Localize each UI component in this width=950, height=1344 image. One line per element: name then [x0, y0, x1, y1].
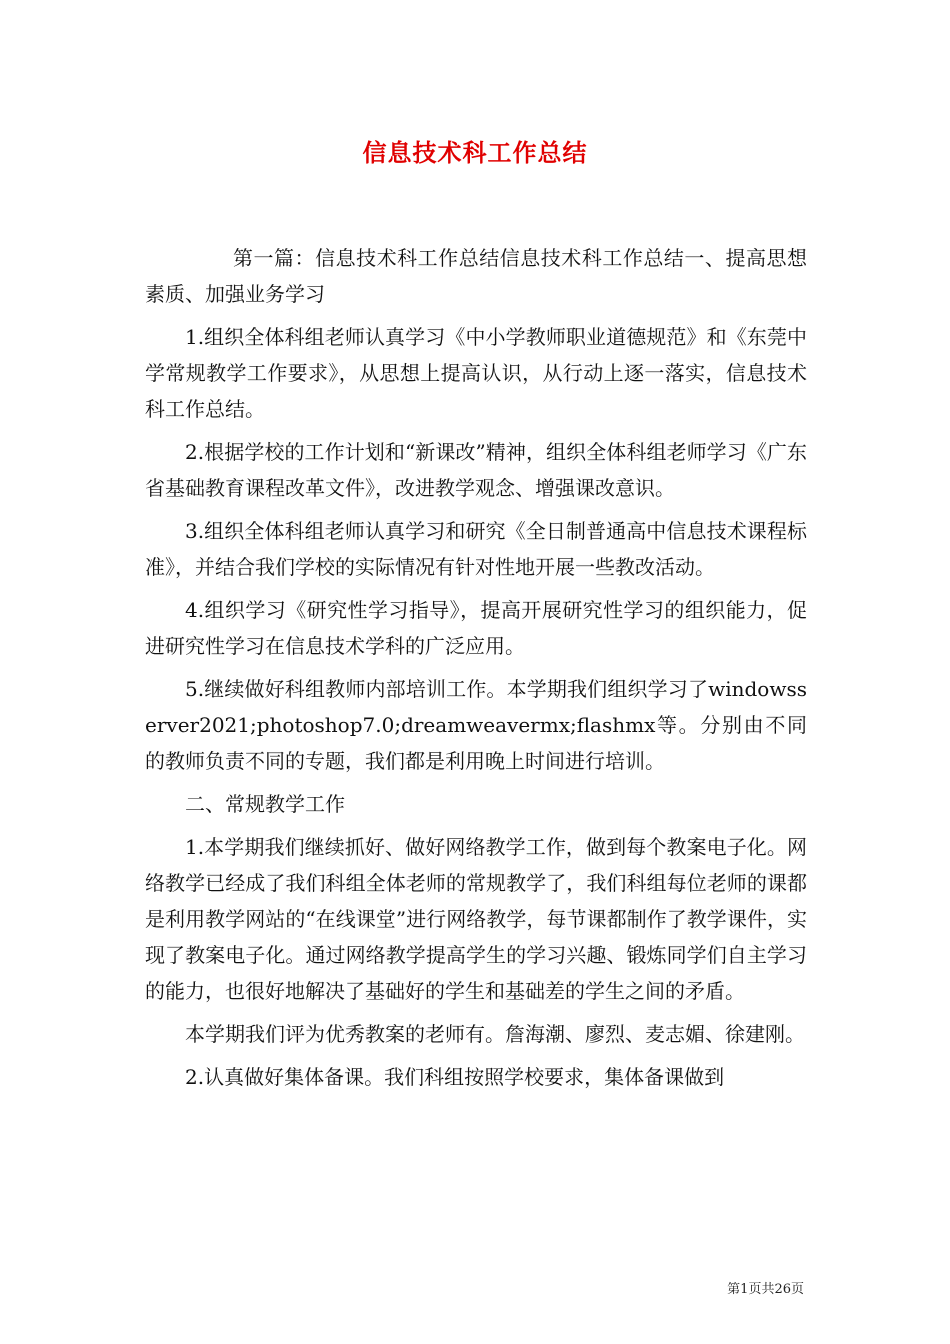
paragraph: 4.组织学习《研究性学习指导》，提高开展研究性学习的组织能力，促进研究性学习在信息技术学科的广泛应用。 [145, 598, 807, 658]
section-heading: 二、常规教学工作 [185, 792, 345, 816]
paragraph: 第一篇：信息技术科工作总结信息技术科工作总结一、提高思想素质、加强业务学习 [145, 246, 807, 306]
document-title: 信息技术科工作总结 [362, 138, 588, 167]
document-body [145, 240, 807, 1102]
paragraph: 本学期我们评为优秀教案的老师有。詹海潮、廖烈、麦志媚、徐建刚。 [185, 1022, 805, 1046]
page-number: 第1页共26页 [727, 1282, 804, 1297]
paragraph: 1.组织全体科组老师认真学习《中小学教师职业道德规范》和《东莞中学常规教学工作要求》，从思想上提高认识，从行动上逐一落实，信息技术科工作总结。 [145, 325, 807, 421]
paragraph: 2.根据学校的工作计划和“新课改”精神，组织全体科组老师学习《广东省基础教育课程改革文件》，改进教学观念、增强课改意识。 [145, 440, 807, 500]
paragraph: 3.组织全体科组老师认真学习和研究《全日制普通高中信息技术课程标准》，并结合我们学校的实际情况有针对性地开展一些教改活动。 [145, 519, 807, 579]
paragraph: 1.本学期我们继续抓好、做好网络教学工作，做到每个教案电子化。网络教学已经成了我们科组全体老师的常规教学了，我们科组每位老师的课都是利用教学网站的“在线课堂”进行网络教学，每节课都制作了教学课件，实现了教案电子化。通过网络教学提高学生的学习兴趣、锻炼同学们自主学习的能力，也很好地解决了基础好的学生和基础差的学生之间的矛盾。 [145, 835, 807, 1003]
paragraph: 2.认真做好集体备课。我们科组按照学校要求，集体备课做到 [185, 1065, 725, 1089]
paragraph: 5.继续做好科组教师内部培训工作。本学期我们组织学习了windowsserver2021;photoshop7.0;dreamweavermx;flashmx等。分别由不同的教师负责不同的专题，我们都是利用晚上时间进行培训。 [145, 677, 807, 773]
